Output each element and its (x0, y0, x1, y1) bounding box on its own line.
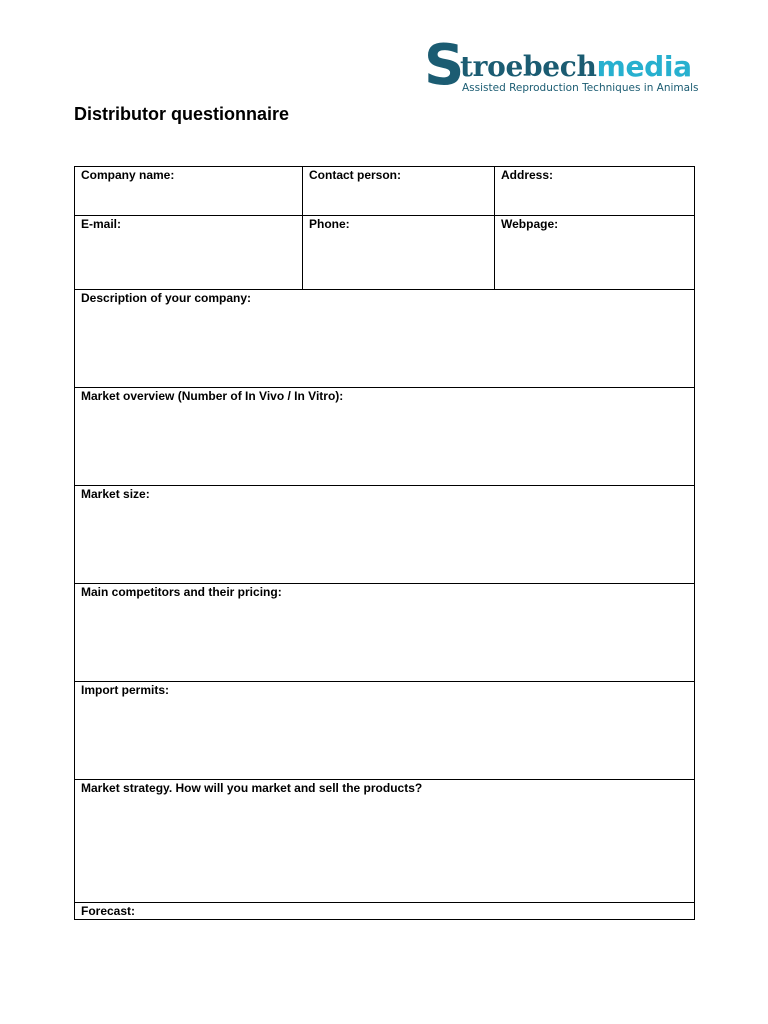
email-field[interactable] (74, 215, 303, 290)
company-description-field[interactable] (74, 289, 695, 388)
market-size-field[interactable] (74, 485, 695, 584)
logo-name-dark: troebech (460, 50, 597, 83)
questionnaire-form (74, 166, 695, 920)
logo-tagline: Assisted Reproduction Techniques in Animals (462, 82, 699, 94)
webpage-label: Webpage: (501, 217, 559, 231)
import-permits-field[interactable] (74, 681, 695, 780)
logo-letter: S (424, 33, 465, 98)
company-name-field[interactable] (74, 166, 303, 216)
webpage-field[interactable] (494, 215, 695, 290)
forecast-label: Forecast: (81, 904, 136, 918)
phone-label: Phone: (309, 217, 350, 231)
forecast-field[interactable] (74, 902, 695, 920)
logo-name-light: media (596, 50, 692, 83)
company-description-label: Description of your company: (81, 291, 252, 305)
logo-wordmark (460, 52, 692, 82)
competitors-pricing-field[interactable] (74, 583, 695, 682)
company-logo (424, 33, 704, 100)
address-label: Address: (501, 168, 554, 182)
market-strategy-label: Market strategy. How will you market and sell the products? (81, 781, 423, 795)
market-size-label: Market size: (81, 487, 150, 501)
address-field[interactable] (494, 166, 695, 216)
market-overview-field[interactable] (74, 387, 695, 486)
company-name-label: Company name: (81, 168, 175, 182)
market-strategy-field[interactable] (74, 779, 695, 903)
page-title: Distributor questionnaire (74, 104, 290, 124)
contact-person-field[interactable] (302, 166, 495, 216)
market-overview-label: Market overview (Number of In Vivo / In Vitro): (81, 389, 344, 403)
import-permits-label: Import permits: (81, 683, 170, 697)
email-label: E-mail: (81, 217, 122, 231)
contact-person-label: Contact person: (309, 168, 402, 182)
phone-field[interactable] (302, 215, 495, 290)
competitors-pricing-label: Main competitors and their pricing: (81, 585, 282, 599)
